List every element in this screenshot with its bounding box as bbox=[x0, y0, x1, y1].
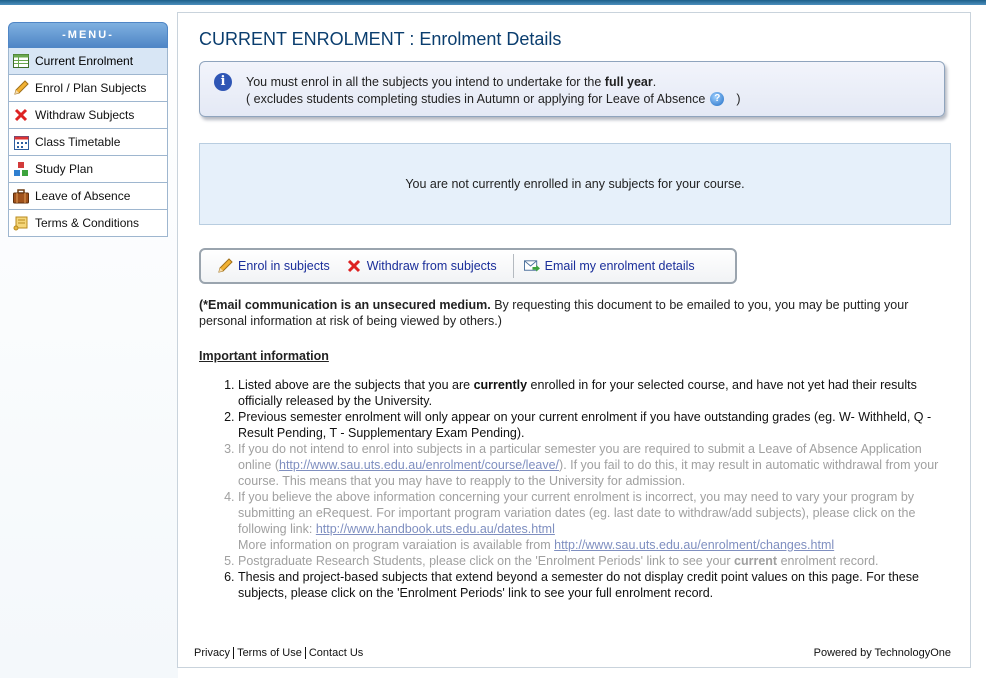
blocks-icon bbox=[13, 161, 29, 177]
list-item: 6. Thesis and project-based subjects that extend beyond a semester do not display credit point values on this page. For these subjects, please click on the 'Enrolment Periods' link to see your full enrolment record. bbox=[238, 569, 955, 601]
red-x-icon bbox=[13, 107, 29, 123]
contact-us-link[interactable]: Contact Us bbox=[308, 647, 364, 659]
sidebar-item-current-enrolment[interactable] bbox=[8, 48, 168, 75]
enrolment-empty-state bbox=[199, 143, 951, 225]
menu-header: -MENU- bbox=[8, 22, 168, 48]
footer-links bbox=[194, 647, 363, 659]
terms-of-use-link[interactable]: Terms of Use bbox=[237, 647, 302, 659]
sidebar-item-label: Withdraw Subjects bbox=[35, 108, 135, 122]
pencil-icon bbox=[13, 80, 29, 96]
red-x-icon bbox=[346, 258, 362, 274]
list-item: 4. If you believe the above information concerning your current enrolment is incorrect, you may need to vary your program by submitting an eRequest. For important program variation dates (eg. last date to withdraw/add subjects), please click on the following link: http://www.handbook.uts.edu.au/dates.html More information on program varaiation is available from http://www.sau.uts.edu.au/enrolment/changes.html bbox=[238, 489, 955, 553]
privacy-link[interactable]: Privacy bbox=[194, 647, 231, 659]
enrol-notice bbox=[199, 61, 945, 117]
email-enrolment-details-button[interactable]: Email my enrolment details bbox=[524, 250, 695, 282]
sidebar-item-label: Class Timetable bbox=[35, 135, 121, 149]
leave-application-link[interactable]: http://www.sau.uts.edu.au/enrolment/course/leave/ bbox=[279, 458, 560, 472]
help-icon[interactable]: ? bbox=[710, 92, 724, 106]
important-info-heading: Important information bbox=[199, 349, 329, 363]
enrol-in-subjects-button[interactable]: Enrol in subjects bbox=[217, 250, 330, 282]
list-item: 5. Postgraduate Research Students, please click on the 'Enrolment Periods' link to see your current enrolment record. bbox=[238, 553, 955, 569]
pencil-icon bbox=[217, 258, 233, 274]
toolbar-divider bbox=[513, 254, 514, 278]
list-item: 2. Previous semester enrolment will only appear on your current enrolment if you have outstanding grades (eg. W- Withheld, Q - Result Pending, T - Supplementary Exam Pending). bbox=[238, 409, 955, 441]
email-icon bbox=[524, 258, 540, 274]
footer-divider bbox=[233, 647, 234, 659]
powered-by-text: Powered by TechnologyOne bbox=[813, 647, 951, 659]
notice-line-1: You must enrol in all the subjects you intend to undertake for the full year. bbox=[246, 75, 657, 89]
main-panel bbox=[177, 12, 971, 668]
table-icon bbox=[13, 53, 29, 69]
suitcase-icon bbox=[13, 188, 29, 204]
sidebar-item-class-timetable[interactable] bbox=[8, 129, 168, 156]
enrolment-changes-link[interactable]: http://www.sau.uts.edu.au/enrolment/changes.html bbox=[554, 538, 835, 552]
sidebar-item-label: Study Plan bbox=[35, 162, 94, 176]
sidebar-item-label: Terms & Conditions bbox=[35, 216, 140, 230]
footer-divider bbox=[305, 647, 306, 659]
page-title: CURRENT ENROLMENT : Enrolment Details bbox=[199, 29, 562, 49]
sidebar-item-withdraw[interactable] bbox=[8, 102, 168, 129]
sidebar-item-enrol-plan[interactable] bbox=[8, 75, 168, 102]
sidebar-item-leave-of-absence[interactable] bbox=[8, 183, 168, 210]
sidebar-item-label: Enrol / Plan Subjects bbox=[35, 81, 147, 95]
sidebar-item-terms[interactable] bbox=[8, 210, 168, 237]
sidebar-item-label: Leave of Absence bbox=[35, 189, 131, 203]
list-item: 3. If you do not intend to enrol into subjects in a particular semester you are required to submit a Leave of Absence Application online (http://www.sau.uts.edu.au/enrolment/course/leave/). If you fail to do this, it may result in automatic withdrawal from your course. This means that you may have to reapply to the University for admission. bbox=[238, 441, 955, 489]
calendar-icon bbox=[13, 134, 29, 150]
important-info-list bbox=[199, 377, 955, 601]
sidebar-item-study-plan[interactable] bbox=[8, 156, 168, 183]
info-icon: i bbox=[214, 73, 232, 91]
scroll-icon bbox=[13, 215, 29, 231]
empty-message: You are not currently enrolled in any subjects for your course. bbox=[405, 177, 745, 191]
handbook-dates-link[interactable]: http://www.handbook.uts.edu.au/dates.html bbox=[315, 522, 555, 536]
withdraw-from-subjects-button[interactable]: Withdraw from subjects bbox=[346, 250, 497, 282]
sidebar-menu bbox=[8, 22, 168, 237]
email-disclaimer: (*Email communication is an unsecured medium. By requesting this document to be emailed to you, you may be putting your personal information at risk of being viewed by others.) bbox=[199, 298, 909, 328]
notice-line-2: ( excludes students completing studies in Autumn or applying for Leave of Absence ? ) bbox=[246, 92, 741, 106]
action-toolbar bbox=[199, 248, 737, 284]
sidebar-item-label: Current Enrolment bbox=[35, 54, 134, 68]
list-item: 1. Listed above are the subjects that you are currently enrolled in for your selected course, and have not yet had their results officially released by the University. bbox=[238, 377, 955, 409]
